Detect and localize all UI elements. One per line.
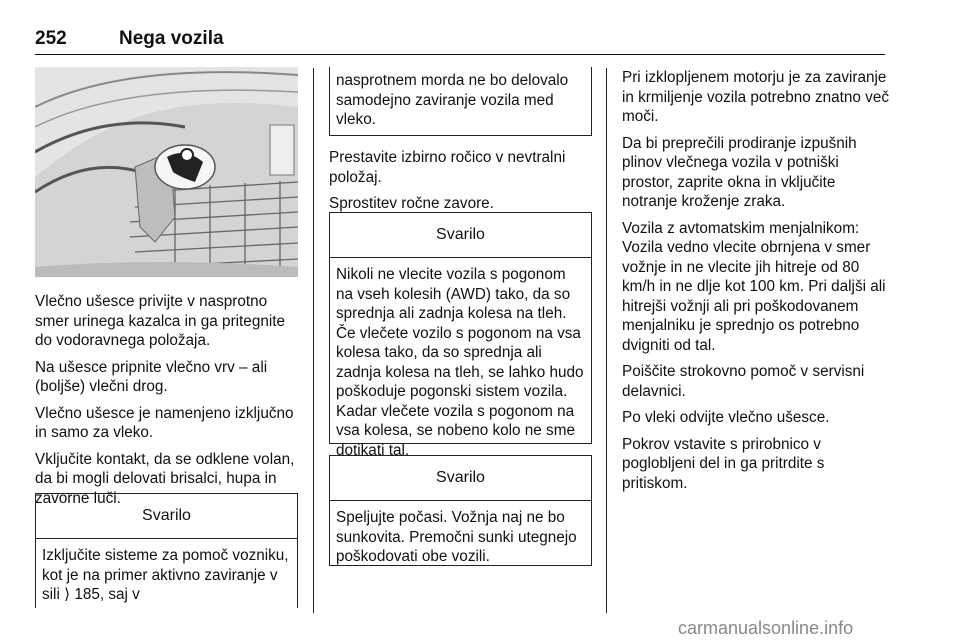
middle-column [329, 148, 591, 221]
car-front-bumper-image [35, 67, 298, 277]
paragraph: Vozila z avtomatskim menjalnikom: Vozila vedno vlecite obrnjena v smer vožnje in ne vlecite jih hitreje od 80 km/h in ne dlje kot 100 km. Pri daljši ali hitrejši vožnji ali pri poškodovanem menjalniku je sprednjo os potrebno dvigniti od tal. [622, 219, 886, 354]
paragraph: Vključite kontakt, da se odklene volan, da bi mogli delovati brisalci, hupa in zavorne luči. [35, 450, 295, 507]
paragraph: Vlečno ušesce je namenjeno izključno in samo za vleko. [35, 404, 294, 441]
paragraph: Pokrov vstavite s prirobnico v poglobljeni del in ga pritrdite s pritiskom. [622, 435, 825, 492]
warning-text: Izključite sisteme za pomoč vozniku, kot je na primer aktivno zaviranje v sili ⟩ 185, saj v [42, 547, 289, 603]
paragraph: Vlečno ušesce privijte v nasprotno smer urinega kazalca in ga pritegnite do vodoravnega položaja. [35, 293, 285, 349]
paragraph: Prestavite izbirno ročico v nevtralni položaj. [329, 149, 566, 186]
warning-box-assist-systems [35, 493, 298, 608]
column-divider-2 [606, 68, 607, 613]
warning-box-continued [329, 67, 592, 136]
paragraph: Sprostitev ročne zavore. [329, 195, 494, 212]
page-number: 252 [35, 28, 67, 49]
towing-eye-illustration [35, 67, 298, 277]
paragraph: Da bi preprečili prodiranje izpušnih plinov vlečnega vozila v potniški prostor, zaprite okna in vključite notranje kroženje zraka. [622, 134, 857, 210]
warning-title: Svarilo [330, 213, 591, 258]
warning-box-awd [329, 212, 592, 459]
page-header [35, 28, 885, 55]
paragraph: Na ušesce pripnite vlečno vrv – ali (boljše) vlečni drog. [35, 358, 268, 395]
page-title: Nega vozila [119, 28, 224, 49]
watermark: carmanualsonline.info [678, 618, 854, 638]
warning-title: Svarilo [36, 494, 297, 539]
column-divider-1 [313, 68, 314, 613]
left-column [35, 292, 297, 515]
paragraph: Po vleki odvijte vlečno ušesce. [622, 409, 830, 426]
right-column [622, 68, 890, 500]
warning-box-start-slowly [329, 455, 592, 566]
warning-text: Nikoli ne vlecite vozila s pogonom na vseh kolesih (AWD) tako, da so sprednja ali zadnja kolesa na tleh. Če vlečete vozilo s pogonom na vsa kolesa tako, da so sprednja ali zadnja kolesa na tleh, se lahko hudo poškoduje pogonski sistem vozila. Kadar vlečete vozila s pogonom na vsa kolesa, se nobeno kolo ne sme dotikati tal. [336, 266, 584, 459]
warning-text-continued: nasprotnem morda ne bo delovalo samodejno zaviranje vozila med vleko. [336, 72, 569, 128]
page-reference-icon: ⟩ [64, 586, 71, 603]
warning-text: Speljujte počasi. Vožnja naj ne bo sunkovita. Premočni sunki utegnejo poškodovati obe vozili. [336, 509, 577, 565]
paragraph: Pri izklopljenem motorju je za zaviranje in krmiljenje vozila potrebno znatno več moči. [622, 69, 889, 125]
paragraph: Poiščite strokovno pomoč v servisni delavnici. [622, 363, 865, 400]
warning-title: Svarilo [330, 456, 591, 501]
